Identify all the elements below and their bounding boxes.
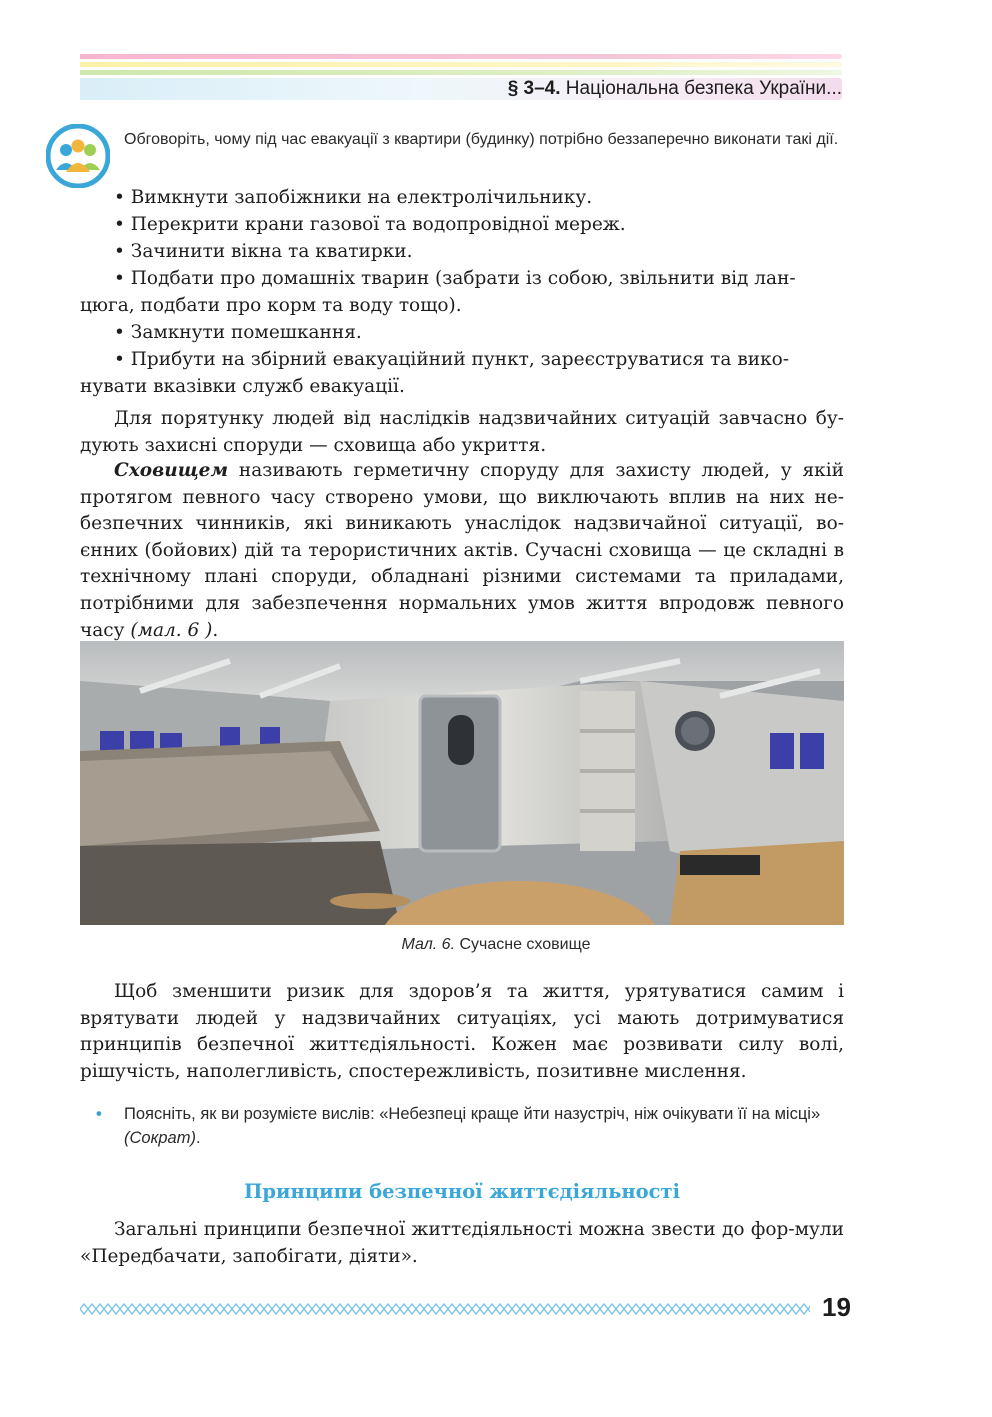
bullet-icon: •	[96, 1105, 102, 1123]
paragraph-general-principles	[80, 1217, 844, 1270]
discussion-prompt: Обговоріть, чому під час евакуації з квартири (будинку) потрібно беззаперечно виконати такі дії.	[124, 131, 839, 148]
list-item: • Замкнути помешкання.	[114, 322, 362, 343]
section-title: Національна безпека України...	[560, 78, 842, 99]
list-item: • Прибути на збірний евакуаційний пункт, зареєструватися та вико-	[114, 349, 790, 370]
paragraph-shelter-definition	[80, 458, 844, 644]
list-item: • Зачинити вікна та кватирки.	[114, 241, 413, 262]
footer-wave-decor	[80, 1302, 810, 1316]
page-number: 19	[822, 1292, 851, 1322]
paragraph-text: називають герметичну споруду для захисту людей, у якій протягом певного часу створено умови, що виключають вплив на них не-безпечних чинників, які виникають унаслідок надзвичайної ситуації, во-єнних (бойових) дій та терористичних актів. Сучасні сховища — це складні в технічному плані споруди, обладнані різними системами та приладами, потрібними для забезпечення нормальних умов життя впродовж певного часу	[80, 460, 844, 641]
list-item-continued: нувати вказівки служб евакуації.	[80, 376, 405, 397]
paragraph-text: Щоб зменшити ризик для здоров’я та життя, урятуватися самим і врятувати людей у надзвичайних ситуаціях, усі мають дотримуватися принципів безпечної життєдіяльності. Кожен має розвивати силу волі, рішучість, наполегливість, спостережливість, позитивне мислення.	[80, 981, 844, 1082]
paragraph-end: .	[212, 619, 219, 641]
evacuation-actions-list	[80, 184, 844, 400]
list-item-continued: цюга, подбати про корм та воду тощо).	[80, 295, 462, 316]
list-item: • Перекрити крани газової та водопровідної мереж.	[114, 214, 626, 235]
task-author: (Сократ)	[124, 1129, 196, 1147]
paragraph-safety-principles	[80, 979, 844, 1085]
paragraph-text: Для порятунку людей від наслідків надзвичайних ситуацій завчасно бу-дують захисні споруди — сховища або укриття.	[80, 408, 844, 456]
section-heading: Принципи безпечної життєдіяльності	[243, 1180, 681, 1203]
list-item: • Вимкнути запобіжники на електролічильнику.	[114, 187, 593, 208]
group-discussion-icon	[46, 124, 110, 188]
paragraph-shelters	[80, 406, 844, 459]
task-end: .	[195, 1129, 201, 1147]
list-item: • Подбати про домашніх тварин (забрати із собою, звільнити від лан-	[114, 268, 796, 289]
caption-text: Сучасне сховище	[455, 936, 591, 953]
paragraph-text: Загальні принципи безпечної життєдіяльності можна звести до фор-мули «Передбачати, запобігати, діяти».	[80, 1219, 844, 1267]
shelter-photo	[80, 641, 844, 925]
task-text: Поясніть, як ви розумієте вислів: «Небезпеці краще йти назустріч, ніж очікувати її на місці»	[124, 1105, 821, 1123]
running-header	[508, 78, 842, 100]
section-number: § 3–4.	[507, 78, 561, 99]
figure-reference: (мал. 6 )	[130, 619, 213, 641]
task-question	[96, 1102, 850, 1150]
figure-caption	[0, 936, 992, 954]
caption-label: Мал. 6.	[401, 936, 456, 953]
term-shelter: Сховищем	[114, 460, 229, 481]
